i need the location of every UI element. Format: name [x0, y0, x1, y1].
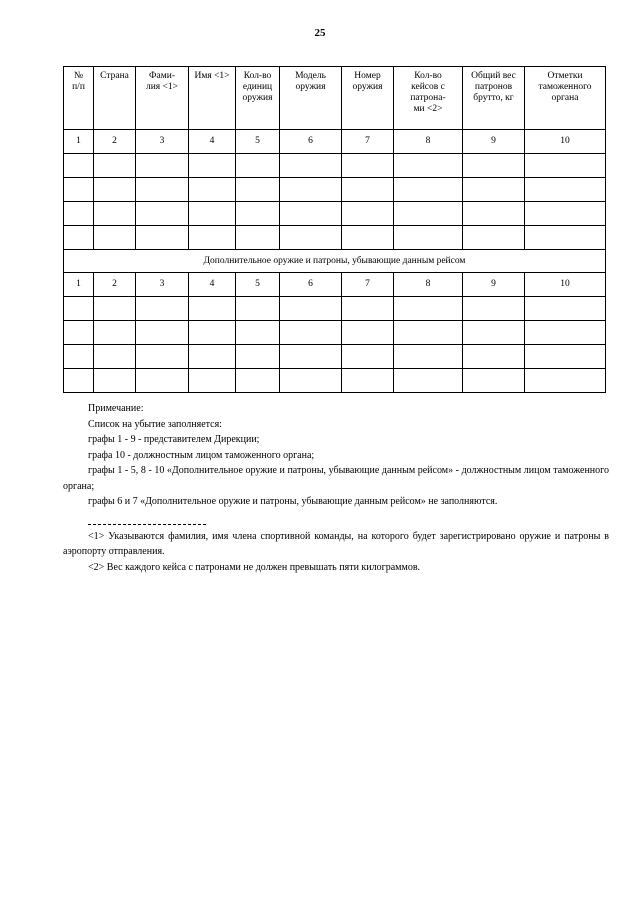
table-row	[64, 202, 606, 226]
column-number: 5	[236, 273, 280, 297]
table-header-row	[64, 67, 606, 130]
table-row	[64, 297, 606, 321]
column-number: 2	[94, 130, 136, 154]
header-cell: Страна	[94, 67, 136, 130]
header-cell: Фами- лия <1>	[136, 67, 189, 130]
header-cell: Общий вес патронов брутто, кг	[463, 67, 525, 130]
header-cell: Модель оружия	[280, 67, 342, 130]
notes-block	[63, 401, 609, 575]
notes-line: графа 10 - должностным лицом таможенного органа;	[88, 449, 315, 461]
column-number: 6	[280, 273, 342, 297]
notes-title: Примечание:	[88, 403, 144, 414]
column-number-row	[64, 273, 606, 297]
column-number: 8	[394, 130, 463, 154]
column-number: 4	[189, 130, 236, 154]
notes-line: графы 1 - 5, 8 - 10 «Дополнительное оружие и патроны, убывающие данным рейсом» - должностным лицом таможенного органа;	[63, 465, 609, 492]
column-number: 3	[136, 130, 189, 154]
footnote-2: <2> Вес каждого кейса с патронами не должен превышать пяти килограммов.	[88, 561, 421, 573]
table-row	[64, 321, 606, 345]
column-number: 6	[280, 130, 342, 154]
column-number: 5	[236, 130, 280, 154]
column-number: 1	[64, 130, 94, 154]
table-row	[64, 178, 606, 202]
column-number: 10	[525, 130, 606, 154]
column-number: 9	[463, 130, 525, 154]
footnote-separator	[88, 524, 206, 525]
table-row	[64, 369, 606, 393]
header-cell: Кол-во единиц оружия	[236, 67, 280, 130]
column-number: 9	[463, 273, 525, 297]
header-cell: Отметки таможенного органа	[525, 67, 606, 130]
column-number: 8	[394, 273, 463, 297]
header-cell: Кол-во кейсов с патрона- ми <2>	[394, 67, 463, 130]
column-number: 1	[64, 273, 94, 297]
column-number: 2	[94, 273, 136, 297]
column-number: 10	[525, 273, 606, 297]
section-row	[64, 250, 606, 273]
column-number-row	[64, 130, 606, 154]
table-row	[64, 226, 606, 250]
table-row	[64, 154, 606, 178]
header-cell: № п/п	[64, 67, 94, 130]
notes-line: графы 1 - 9 - представителем Дирекции;	[88, 434, 260, 445]
departure-list-table	[63, 66, 606, 393]
column-number: 7	[342, 273, 394, 297]
column-number: 3	[136, 273, 189, 297]
column-number: 7	[342, 130, 394, 154]
header-cell: Номер оружия	[342, 67, 394, 130]
column-number: 4	[189, 273, 236, 297]
section-title: Дополнительное оружие и патроны, убывающие данным рейсом	[64, 250, 606, 273]
footnote-1: <1> Указываются фамилия, имя члена спортивной команды, на которого будет зарегистрировано оружие и патроны в аэропорту отправления.	[63, 530, 609, 557]
footnotes-block	[63, 529, 609, 576]
notes-line: Список на убытие заполняется:	[88, 418, 222, 430]
notes-line: графы 6 и 7 «Дополнительное оружие и патроны, убывающие данным рейсом» не заполняются.	[88, 496, 498, 507]
table-row	[64, 345, 606, 369]
page-number: 25	[314, 27, 326, 39]
header-cell: Имя <1>	[189, 67, 236, 130]
